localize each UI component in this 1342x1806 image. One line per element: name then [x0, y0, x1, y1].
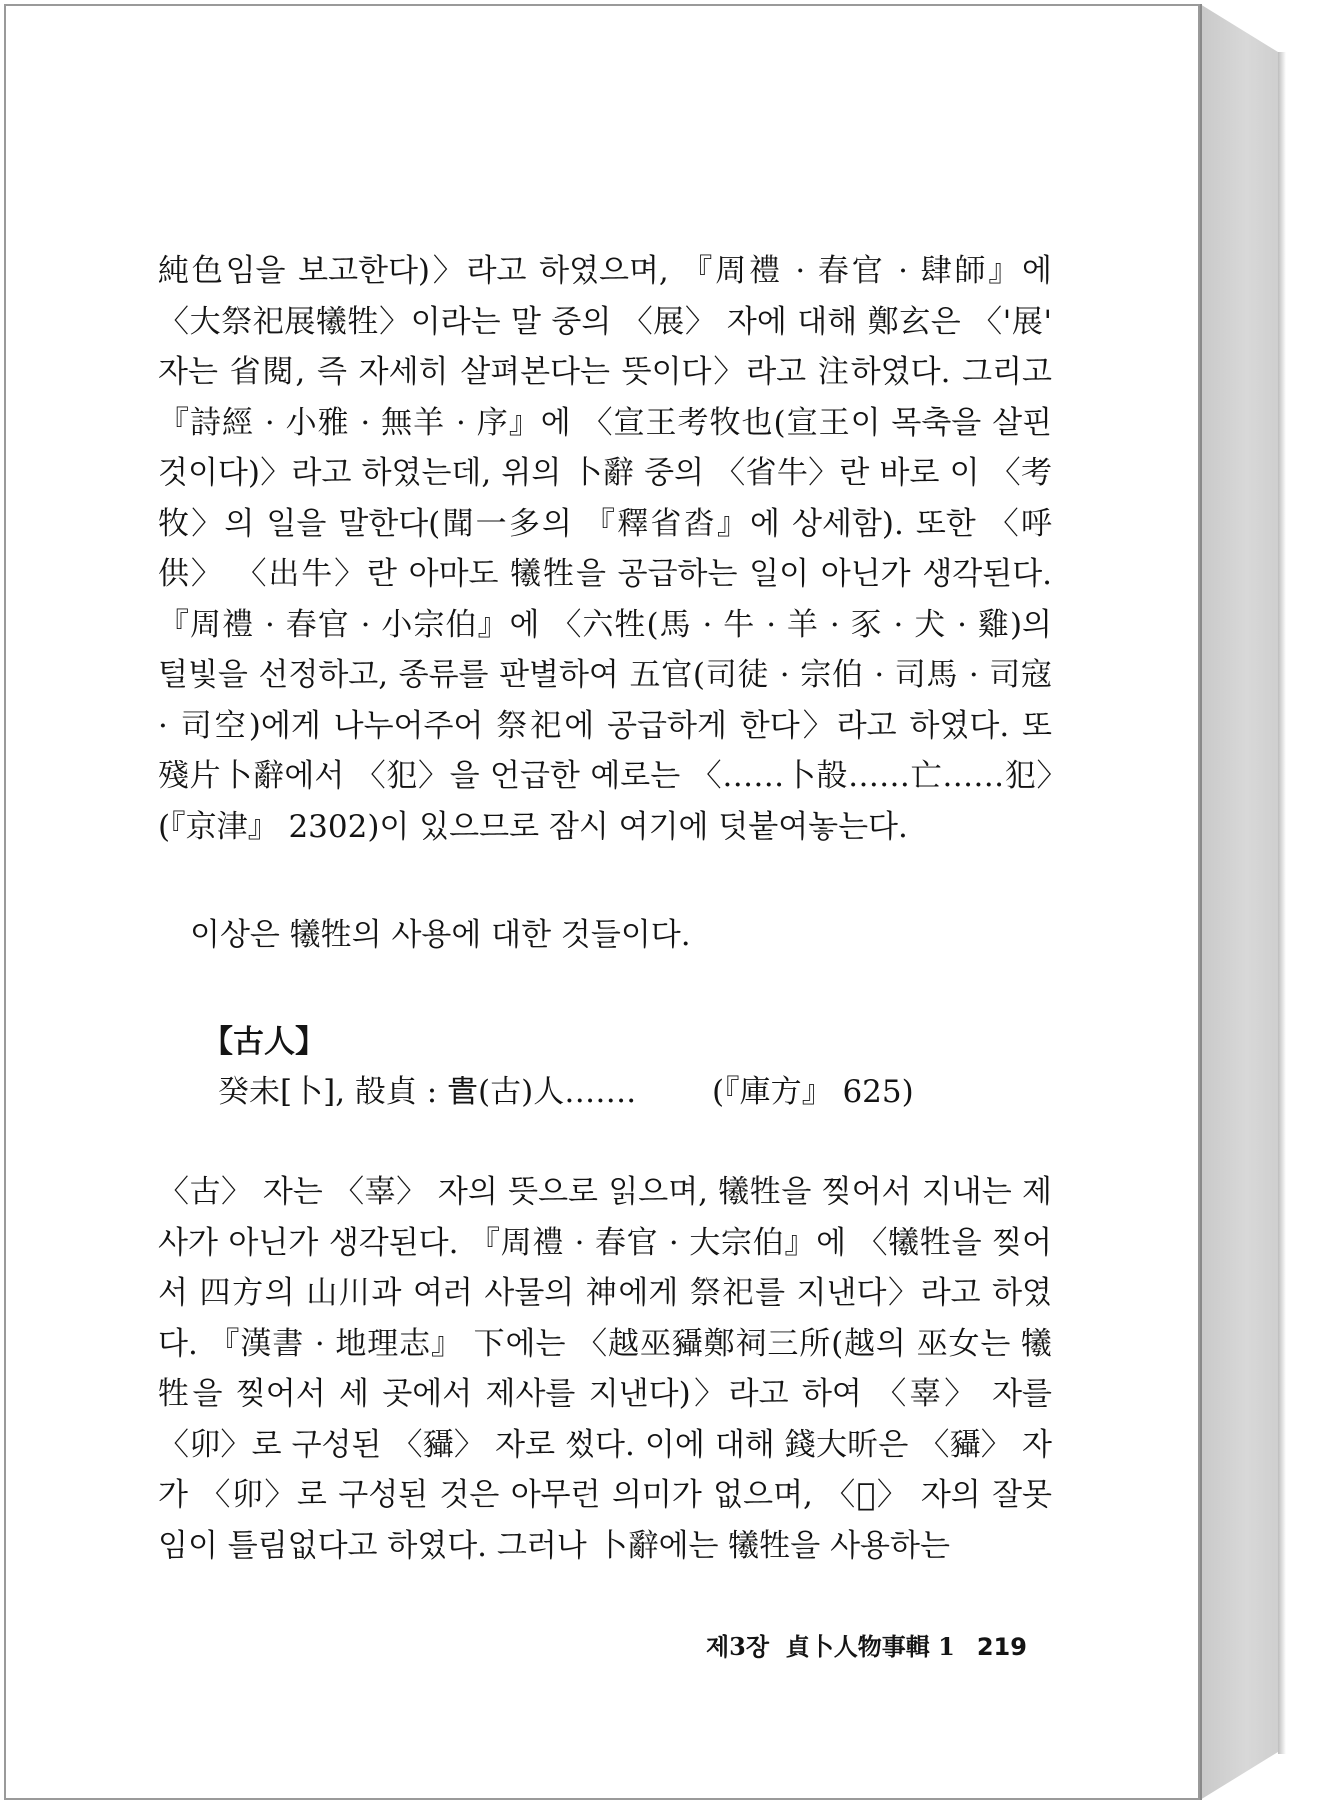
page-number: 219	[976, 1633, 1027, 1661]
book-spine-shadow	[1278, 52, 1286, 1754]
inscription-source: (『庫方』 625)	[712, 1074, 914, 1110]
book-spine-side	[1200, 4, 1278, 1800]
book-spine-edge	[1200, 4, 1202, 1800]
body-paragraph-1: 純色임을 보고한다)〉라고 하였으며, 『周禮 · 春官 · 肆師』에 〈大祭祀展犧牲〉이라는 말 중의 〈展〉 자에 대해 鄭玄은 〈'展' 자는 省閱, 즉 자세히 살펴본다는 뜻이다〉라고 注하였다. 그리고 『詩經 · 小雅 · 無羊 · 序』에 〈宣王考牧也(宣王이 목축을 살핀 것이다)〉라고 하였는데, 위의 卜辭 중의 〈省牛〉란 바로 이 〈考牧〉의 일을 말한다(聞一多의 『釋省㳫』에 상세함). 또한 〈呼供〉 〈出牛〉란 아마도 犧牲을 공급하는 일이 아닌가 생각된다. 『周禮 · 春官 · 小宗伯』에 〈六牲(馬 · 牛 · 羊 · 豕 · 犬 · 雞)의 털빛을 선정하고, 종류를 판별하여 五官(司徒 · 宗伯 · 司馬 · 司寇 · 司空)에게 나누어주어 祭祀에 공급하게 한다〉라고 하였다. 또 殘片卜辭에서 〈犯〉을 언급한 예로는 〈……卜㱿……亡……犯〉(『京津』 2302)이 있으므로 잠시 여기에 덧붙여놓는다.	[158, 253, 1052, 845]
running-head: 제3장 貞卜人物事輯 1	[706, 1632, 955, 1661]
summary-sentence: 이상은 犧牲의 사용에 대한 것들이다.	[190, 917, 691, 953]
section-heading: 【古人】	[202, 1024, 326, 1060]
oracle-inscription: 癸未[卜], 㱿貞 : 𠳋(古)人…….	[218, 1074, 637, 1110]
page-footer	[706, 1627, 1027, 1667]
body-paragraph-2: 〈古〉 자는 〈辜〉 자의 뜻으로 읽으며, 犧牲을 찢어서 지내는 제사가 아닌가 생각된다. 『周禮 · 春官 · 大宗伯』에 〈犧牲을 찢어서 四方의 山川과 여러 사물의 神에게 祭祀를 지낸다〉라고 하였다. 『漢書 · 地理志』 下에는 〈越巫䝕鄭祠三所(越의 巫女는 犧牲을 찢어서 세 곳에서 제사를 지낸다)〉라고 하여 〈辜〉 자를 〈卯〉로 구성된 〈䝕〉 자로 썼다. 이에 대해 錢大昕은 〈䝕〉 자가 〈卯〉로 구성된 것은 아무런 의미가 없으며, 〈𥙧〉 자의 잘못임이 틀림없다고 하였다. 그러나 卜辭에는 犧牲을 사용하는	[158, 1174, 1052, 1564]
